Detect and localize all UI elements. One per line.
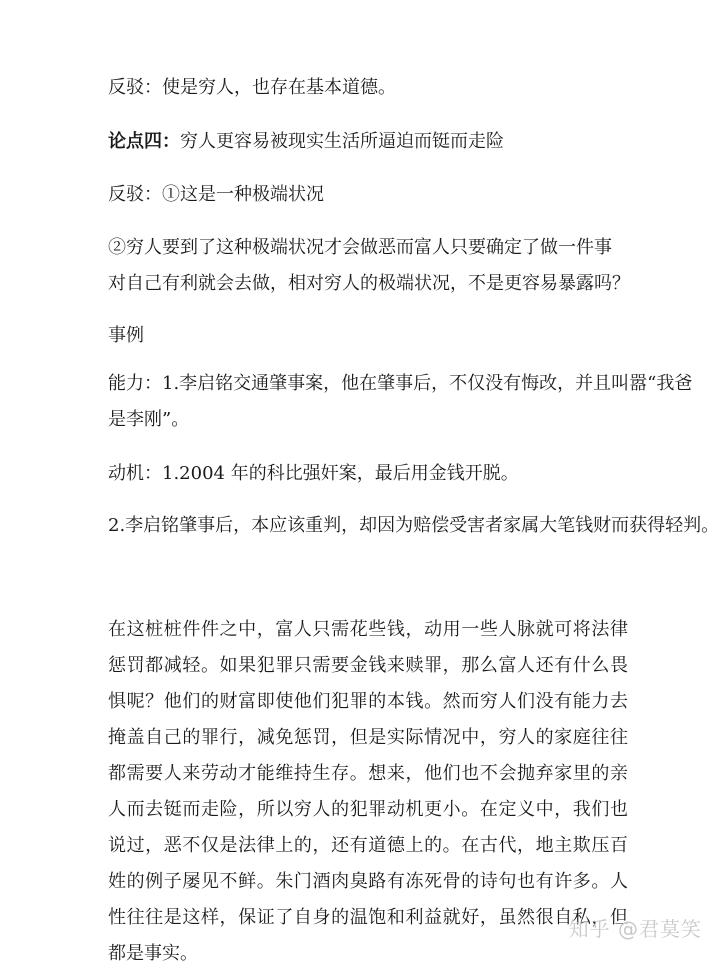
argument-four-label: 论点四：: [108, 131, 180, 152]
zhihu-watermark: 知乎 @君莫笑: [568, 917, 702, 941]
rebuttal-basic-morality: 反驳：使是穷人，也存在基本道德。: [108, 77, 396, 98]
rebuttal-two-line-2: 对自己有利就会去做，相对穷人的极端状况，不是更容易暴露吗？: [108, 273, 630, 294]
ability-example-line-2: 是李刚”。: [108, 409, 190, 430]
motive-example: 动机：1.2004 年的科比强奸案，最后用金钱开脱。: [108, 463, 519, 484]
example-item-two: 2.李启铭肇事后，本应该重判，却因为赔偿受害者家属大笔钱财而获得轻判。: [108, 515, 720, 536]
rebuttal-one: 反驳：①这是一种极端状况: [108, 184, 324, 205]
body-paragraph: 在这桩桩件件之中，富人只需花些钱，动用一些人脉就可将法律惩罚都减轻。如果犯罪只需要金钱来赎罪，那么富人还有什么畏惧呢？他们的财富即使他们犯罪的本钱。然而穷人们没有能力去掩盖自己的罪行，减免惩罚，但是实际情况中，穷人的家庭往往都需要人来劳动才能维持生存。想来，他们也不会抛弃家里的亲人而去铤而走险，所以穷人的犯罪动机更小。在定义中，我们也说过，恶不仅是法律上的，还有道德上的。在古代，地主欺压百姓的例子屡见不鲜。朱门酒肉臭路有冻死骨的诗句也有许多。人性往往是这样，保证了自身的温饱和利益就好，虽然很自私，但都是事实。: [108, 619, 628, 964]
argument-four-text: 穷人更容易被现实生活所逼迫而铤而走险: [180, 131, 504, 152]
examples-heading: 事例: [108, 325, 144, 346]
ability-example-line-1: 能力：1.李启铭交通肇事案，他在肇事后，不仅没有悔改，并且叫嚣“我爸: [108, 373, 693, 394]
argument-four: [108, 130, 504, 154]
rebuttal-two-line-1: ②穷人要到了这种极端状况才会做恶而富人只要确定了做一件事: [108, 237, 612, 258]
